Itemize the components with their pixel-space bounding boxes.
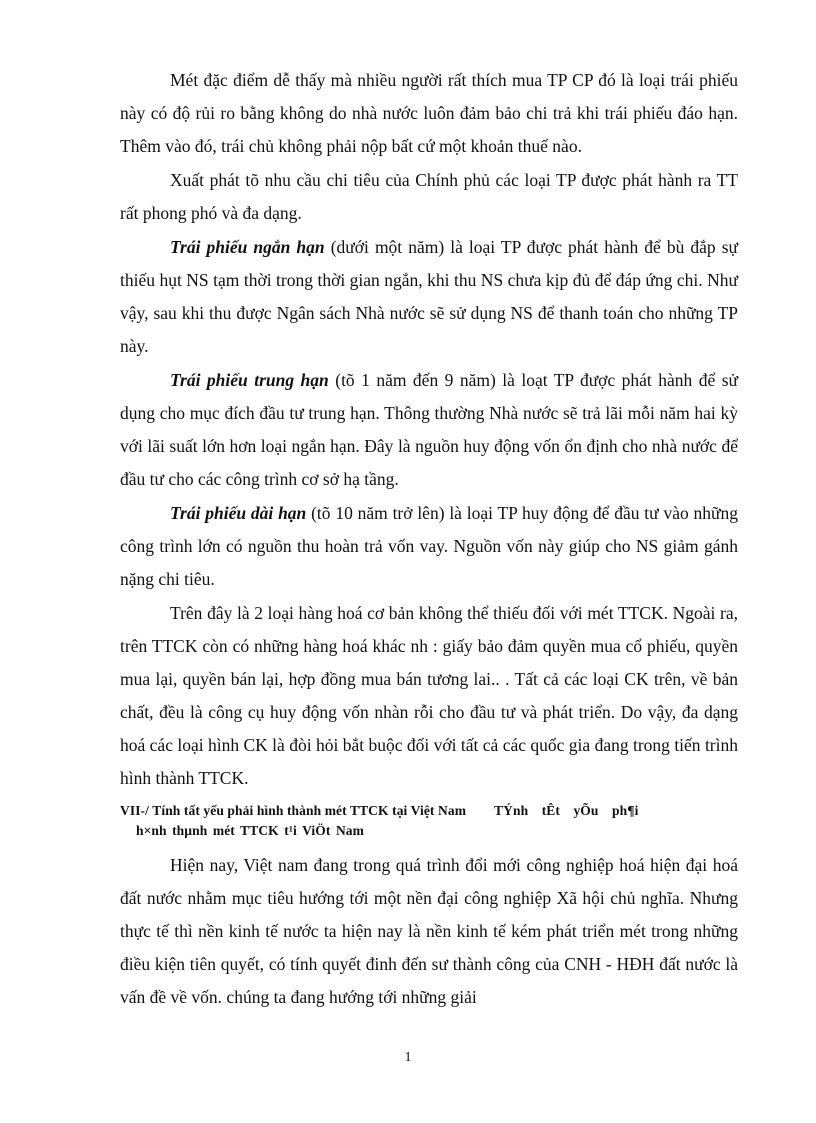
paragraph-government-bond-risk: Mét đặc điểm dễ thấy mà nhiều người rất thích mua TP CP đó là loại trái phiếu này có độ rủi ro bằng không do nhà nước luôn đảm bảo chi trả khi trái phiếu đáo hạn. Thêm vào đó, trái chủ không phải nộp bất cứ một khoản thuế nào.	[120, 70, 738, 156]
section-heading-title: VII-/ Tính tất yếu phải hình thành mét TTCK tại Việt Nam	[120, 803, 467, 818]
paragraph-long-term-bond	[120, 497, 738, 596]
term-medium-term-bond: Trái phiếu trung hạn	[170, 370, 329, 390]
paragraph-short-term-bond	[120, 231, 738, 363]
medium-term-bond-text: (tõ 1 năm đến 9 năm) là loạt TP được phát hành để sử dụng cho mục đích đầu tư trung hạn. Thông thường Nhà nước sẽ trả lãi mỗi năm hai kỳ với lãi suất lớn hơn loại ngắn hạn. Đây là nguồn huy động vốn ổn định cho nhà nước để đầu tư cho các công trình cơ sở hạ tầng.	[120, 370, 738, 489]
short-term-bond-text: (dưới một năm) là loại TP được phát hành để bù đắp sự thiếu hụt NS tạm thời trong thời gian ngắn, khi thu NS chưa kịp đủ để đáp ứng chi. Như vậy, sau khi thu được Ngân sách Nhà nước sẽ sử dụng NS để thanh toán cho những TP này.	[120, 237, 738, 356]
term-long-term-bond: Trái phiếu dài hạn	[170, 503, 307, 523]
paragraph-medium-term-bond	[120, 364, 738, 496]
section-heading-garbled-line2: h×nh thµnh mét TTCK t¹i ViÖt Nam	[136, 823, 365, 838]
paragraph-bond-variety: Xuất phát tõ nhu cầu chi tiêu của Chính phủ các loại TP được phát hành ra TT rất phong phó và đa dạng.	[120, 170, 738, 223]
page-number: 1	[404, 1050, 412, 1065]
section-heading-garbled-line1: TÝnh tÊt yÕu ph¶i	[494, 803, 639, 818]
long-term-bond-text: (tõ 10 năm trở lên) là loại TP huy động để đầu tư vào những công trình lớn có nguồn thu hoàn trả vốn vay. Nguồn vốn này giúp cho NS giảm gánh nặng chi tiêu.	[120, 503, 738, 589]
term-short-term-bond: Trái phiếu ngắn hạn	[170, 237, 325, 257]
document-page	[120, 64, 738, 1014]
paragraph-other-securities: Trên đây là 2 loại hàng hoá cơ bản không thể thiếu đối với mét TTCK. Ngoài ra, trên TTCK còn có những hàng hoá khác nh : giấy bảo đảm quyền mua cổ phiếu, quyền mua lại, quyền bán lại, hợp đồng mua bán tương lai.. . Tất cả các loại CK trên, về bản chất, đều là công cụ huy động vốn nhàn rỗi cho đầu tư và phát triển. Do vậy, đa dạng hoá các loại hình CK là đòi hỏi bắt buộc đối với tất cả các quốc gia đang trong tiến trình hình thành TTCK.	[120, 603, 738, 788]
section-heading	[120, 801, 738, 841]
paragraph-vietnam-industrialization: Hiện nay, Việt nam đang trong quá trình đổi mới công nghiệp hoá hiện đại hoá đất nước nhằm mục tiêu hướng tới một nền đại công nghiệp Xã hội chủ nghĩa. Nhưng thực tế thì nền kinh tế nước ta hiện nay là nền kinh tế kém phát triển mét trong những điều kiện tiên quyết, có tính quyết đinh đến sư thành công của CNH - HĐH đất nước là vấn đề về vốn. chúng ta đang hướng tới những giải	[120, 855, 738, 1007]
